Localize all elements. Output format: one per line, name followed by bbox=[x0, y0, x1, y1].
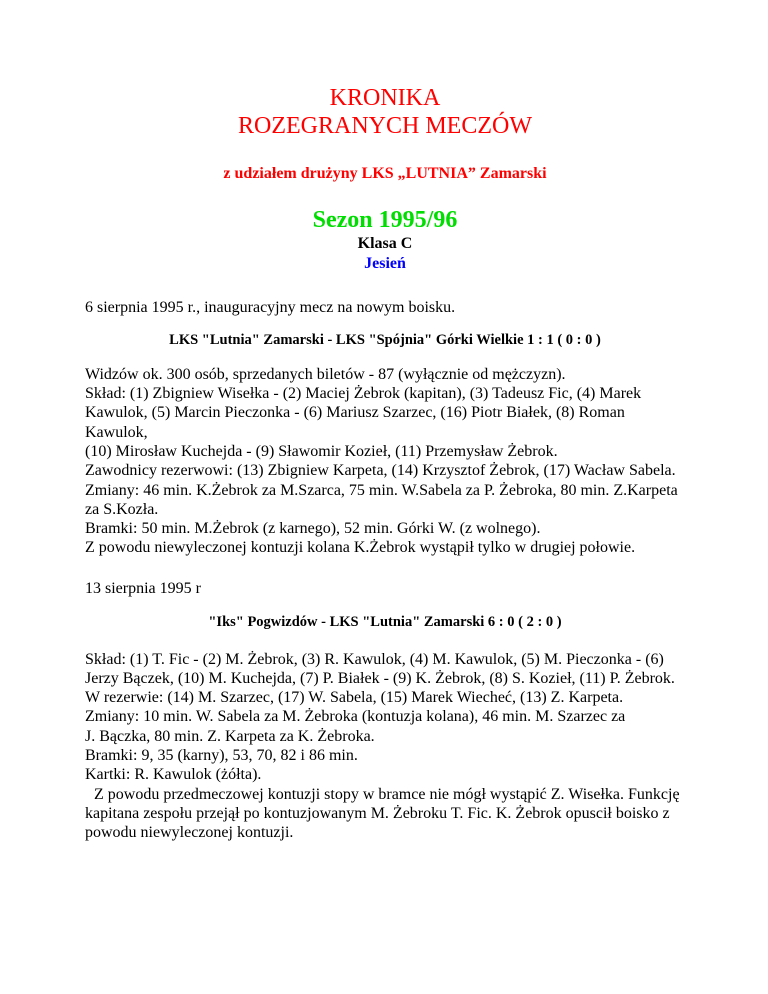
match-1-line: Widzów ok. 300 osób, sprzedanych biletów - 87 (wyłącznie od mężczyzn). bbox=[85, 365, 566, 383]
match-1-line: Bramki: 50 min. M.Żebrok (z karnego), 52 min. Górki W. (z wolnego). bbox=[85, 520, 541, 538]
match-1-line: (10) Mirosław Kuchejda - (9) Sławomir Kozieł, (11) Przemysław Żebrok. bbox=[85, 442, 558, 460]
match-2-line: Skład: (1) T. Fic - (2) M. Żebrok, (3) R. Kawulok, (4) M. Kawulok, (5) M. Pieczonka - (6) Jerzy Bączek, (10) M. Kuchejda, (7) P. Białek - (9) K. Żebrok, (8) S. Kozieł, (11) P. Żebrok. bbox=[85, 650, 675, 687]
match-1-line: Zmiany: 46 min. K.Żebrok za M.Szarca, 75 min. W.Sabela za P. Żebroka, 80 min. Z.Karpeta za S.Kozła. bbox=[85, 481, 678, 518]
season-heading: Sezon 1995/96 bbox=[312, 207, 458, 233]
match-2-intro: 13 sierpnia 1995 r bbox=[85, 579, 201, 597]
match-1-line: Z powodu niewyleczonej kontuzji kolana K.Żebrok wystąpił tylko w drugiej połowie. bbox=[85, 539, 636, 557]
match-2-note: Z powodu przedmeczowej kontuzji stopy w bramce nie mógł wystąpić Z. Wisełka. Funkcję kapitana zespołu przejął po kontuzjowanym M. Żebroku T. Fic. K. Żebrok opuscił boisko z powodu niewyleczonej kontuzji. bbox=[85, 785, 680, 842]
match-2-line: Kartki: R. Kawulok (żółta). bbox=[85, 766, 262, 784]
match-1-line: Skład: (1) Zbigniew Wisełka - (2) Maciej Żebrok (kapitan), (3) Tadeusz Fic, (4) Marek Kawulok, (5) Marcin Pieczonka - (6) Mariusz Szarzec, (16) Piotr Białek, (8) Roman Kawulok, bbox=[85, 385, 642, 441]
document-header bbox=[85, 84, 685, 274]
subtitle: z udziałem drużyny LKS „LUTNIA” Zamarski bbox=[223, 165, 547, 182]
match-2-line: W rezerwie: (14) M. Szarzec, (17) W. Sabela, (15) Marek Wiecheć, (13) Z. Karpeta. bbox=[85, 689, 624, 707]
class-heading: Klasa C bbox=[357, 235, 413, 252]
match-2-line: Zmiany: 10 min. W. Sabela za M. Żebroka (kontuzja kolana), 46 min. M. Szarzec za bbox=[85, 708, 626, 726]
match-1-intro: 6 sierpnia 1995 r., inauguracyjny mecz na nowym boisku. bbox=[85, 299, 456, 316]
match-2-section bbox=[85, 579, 685, 843]
title-line-2: ROZEGRANYCH MECZÓW bbox=[238, 113, 532, 139]
match-1-details bbox=[85, 365, 685, 558]
title-line-1: KRONIKA bbox=[329, 85, 441, 111]
match-2-line: Bramki: 9, 35 (karny), 53, 70, 82 i 86 min. bbox=[85, 747, 358, 765]
match-1-line: Zawodnicy rezerwowi: (13) Zbigniew Karpeta, (14) Krzysztof Żebrok, (17) Wacław Sabela. bbox=[85, 462, 676, 480]
match-2-result: "Iks" Pogwizdów - LKS "Lutnia" Zamarski 6 : 0 ( 2 : 0 ) bbox=[208, 613, 562, 630]
match-2-line: J. Bączka, 80 min. Z. Karpeta za K. Żebroka. bbox=[85, 727, 375, 745]
round-heading: Jesień bbox=[364, 255, 406, 272]
document-page bbox=[85, 84, 685, 843]
match-1-section bbox=[85, 298, 685, 558]
match-2-details bbox=[85, 650, 685, 843]
match-1-result: LKS "Lutnia" Zamarski - LKS "Spójnia" Górki Wielkie 1 : 1 ( 0 : 0 ) bbox=[169, 332, 601, 349]
